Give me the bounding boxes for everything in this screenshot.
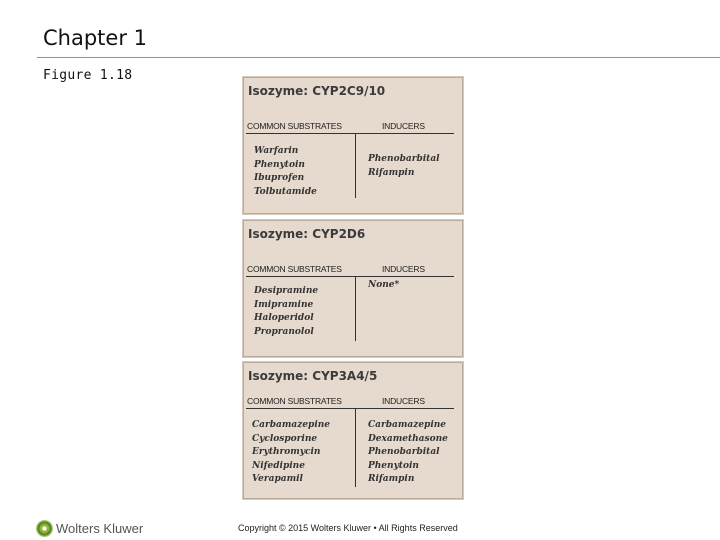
inducers-list: [368, 419, 448, 487]
title-divider: [37, 57, 720, 58]
substrate-item: Tolbutamide: [254, 186, 317, 197]
inducer-item: None*: [368, 280, 400, 290]
inducers-header: INDUCERS: [382, 121, 425, 131]
inducer-item: Rifampin: [368, 167, 415, 178]
isozyme-panel-cyp2d6: [243, 220, 463, 357]
substrate-item: Propranolol: [254, 326, 314, 337]
isozyme-panel-cyp3a4: [243, 362, 463, 499]
wolters-kluwer-logo-icon: [36, 520, 53, 537]
inducers-list: [368, 279, 399, 293]
substrate-item: Verapamil: [252, 474, 303, 485]
header-rule: [246, 408, 454, 409]
substrates-list: [254, 145, 317, 199]
inducers-list: [368, 153, 440, 180]
substrate-item: Haloperidol: [254, 313, 314, 324]
inducer-item: Phenobarbital: [368, 154, 440, 164]
inducer-item: Phenytoin: [368, 460, 419, 471]
inducer-item: Carbamazepine: [368, 420, 447, 430]
substrates-header: COMMON SUBSTRATES: [247, 264, 342, 274]
copyright-notice: Copyright © 2015 Wolters Kluwer • All Rights Reserved: [238, 523, 458, 533]
substrate-item: Imipramine: [254, 299, 314, 310]
substrates-header: COMMON SUBSTRATES: [247, 396, 342, 406]
panel-title: Isozyme: CYP3A4/5: [248, 369, 378, 383]
inducers-header: INDUCERS: [382, 396, 425, 406]
column-divider: [355, 277, 356, 341]
substrate-item: Cyclosporine: [252, 433, 318, 444]
substrates-list: [254, 285, 318, 339]
substrate-item: Erythromycin: [252, 447, 321, 458]
wolters-kluwer-logo: [36, 520, 143, 537]
inducers-header: INDUCERS: [382, 264, 425, 274]
column-divider: [355, 134, 356, 198]
logo-text: Wolters Kluwer: [56, 521, 144, 536]
header-rule: [246, 133, 454, 134]
header-rule: [246, 276, 454, 277]
substrate-item: Ibuprofen: [254, 173, 305, 184]
inducer-item: Phenobarbital: [368, 447, 440, 458]
panel-title: Isozyme: CYP2D6: [248, 227, 366, 241]
inducer-item: Dexamethasone: [368, 433, 448, 444]
figure-label: Figure 1.18: [43, 68, 133, 83]
substrates-list: [252, 419, 330, 487]
substrate-item: Nifedipine: [252, 460, 305, 471]
inducer-item: Rifampin: [368, 474, 415, 485]
substrate-item: Warfarin: [254, 146, 299, 156]
substrate-item: Desipramine: [254, 286, 319, 296]
slide-title: Chapter 1: [43, 26, 147, 50]
panel-title: Isozyme: CYP2C9/10: [248, 84, 386, 98]
isozyme-panel-cyp2c9: [243, 77, 463, 214]
substrate-item: Phenytoin: [254, 159, 305, 170]
substrate-item: Carbamazepine: [252, 420, 331, 430]
column-divider: [355, 409, 356, 487]
substrates-header: COMMON SUBSTRATES: [247, 121, 342, 131]
